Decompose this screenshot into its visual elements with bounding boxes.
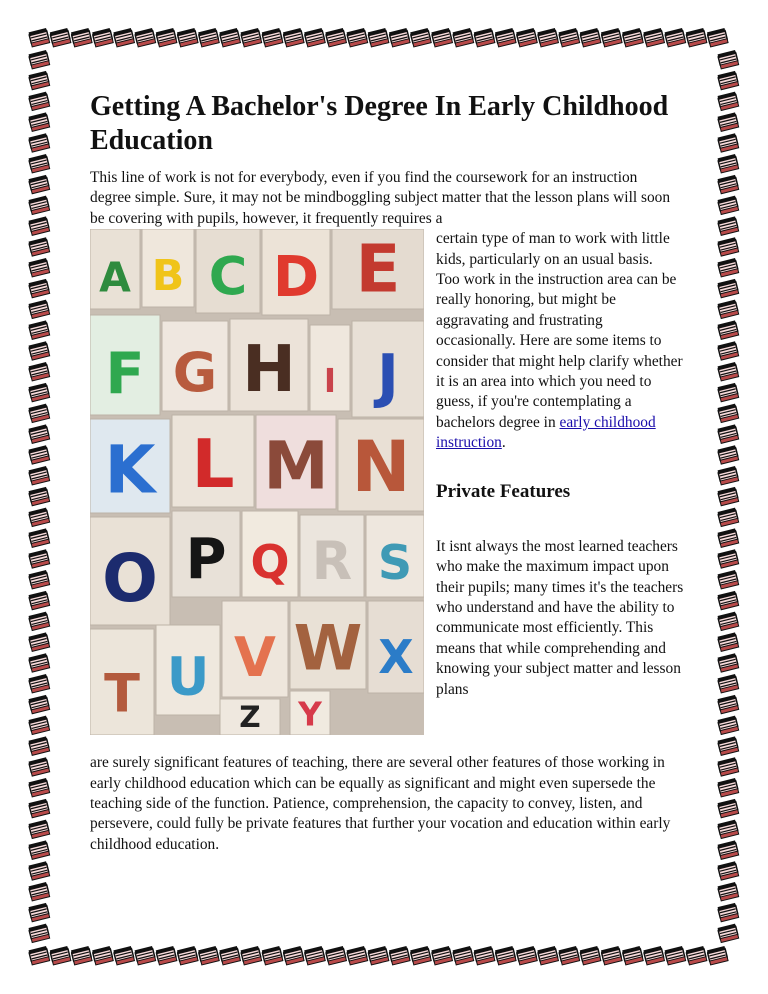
book-icon <box>177 946 198 965</box>
craft-letter: K <box>104 432 156 509</box>
craft-letter: M <box>263 428 329 505</box>
book-icon <box>29 404 50 423</box>
book-icon <box>368 946 389 965</box>
book-icon <box>113 946 134 965</box>
book-icon <box>29 508 50 527</box>
book-icon <box>718 757 739 776</box>
book-icon <box>29 50 50 69</box>
book-icon <box>241 946 262 965</box>
book-icon <box>718 591 739 610</box>
craft-letter: J <box>377 341 399 411</box>
book-icon <box>643 946 664 965</box>
book-icon <box>198 946 219 965</box>
book-icon <box>29 591 50 610</box>
right-paragraph-2 <box>436 270 686 454</box>
book-icon <box>718 695 739 714</box>
craft-letter: I <box>323 362 337 401</box>
book-icon <box>537 946 558 965</box>
closing-paragraph: are surely significant features of teaching, there are several other features of those working in early childhood education which can be equally as significant and might even supersede the teaching side of the function. Patience, comprehension, the capacity to convey, listen, and persevere, could fully be private features that further your vocation and education within early childhood education. <box>90 754 671 853</box>
book-icon <box>453 946 474 965</box>
book-icon <box>29 175 50 194</box>
book-icon <box>410 946 431 965</box>
book-icon <box>643 28 664 47</box>
book-icon <box>29 632 50 651</box>
page-content <box>90 90 682 855</box>
book-icon <box>718 175 739 194</box>
book-icon <box>156 28 177 47</box>
book-icon <box>29 820 50 839</box>
book-icon <box>718 424 739 443</box>
craft-letter: H <box>242 332 296 407</box>
book-icon <box>718 528 739 547</box>
craft-letter: C <box>208 246 248 308</box>
craft-letter: X <box>378 629 414 684</box>
book-icon <box>29 695 50 714</box>
book-icon <box>580 28 601 47</box>
book-icon <box>29 778 50 797</box>
craft-letter: Z <box>239 700 261 735</box>
craft-letter: G <box>172 341 218 405</box>
book-icon <box>29 612 50 631</box>
book-icon <box>71 946 92 965</box>
craft-letter: E <box>355 231 401 308</box>
book-icon <box>29 799 50 818</box>
book-icon <box>29 279 50 298</box>
right-paragraph-2-text: Too work in the instruction area can be really honoring, but might be aggravating and frustrating occasionally. Here are some items to consider that might help clarify whether it is an area into which you need to guess, if you're contemplating a bachelors degree in <box>436 271 683 431</box>
book-icon <box>29 736 50 755</box>
book-icon <box>29 570 50 589</box>
book-icon <box>29 383 50 402</box>
book-icon <box>29 487 50 506</box>
craft-letter: V <box>234 626 276 690</box>
book-icon <box>516 946 537 965</box>
book-icon <box>718 840 739 859</box>
book-icon <box>241 28 262 47</box>
book-icon <box>718 300 739 319</box>
book-icon <box>622 28 643 47</box>
book-icon <box>29 258 50 277</box>
book-icon <box>718 404 739 423</box>
book-icon <box>718 820 739 839</box>
book-icon <box>707 946 728 965</box>
alphabet-crafts-photo <box>90 229 424 735</box>
book-icon <box>135 946 156 965</box>
book-icon <box>718 133 739 152</box>
book-icon <box>718 258 739 277</box>
book-icon <box>29 28 50 47</box>
book-icon <box>718 196 739 215</box>
book-icon <box>29 903 50 922</box>
book-icon <box>50 28 71 47</box>
book-icon <box>718 674 739 693</box>
book-icon <box>718 341 739 360</box>
craft-letter: W <box>293 611 363 685</box>
book-icon <box>29 71 50 90</box>
book-icon <box>347 946 368 965</box>
book-icon <box>718 279 739 298</box>
book-icon <box>389 946 410 965</box>
book-icon <box>718 466 739 485</box>
book-icon <box>29 840 50 859</box>
craft-letter: Y <box>298 695 322 734</box>
book-icon <box>718 237 739 256</box>
book-icon <box>718 882 739 901</box>
link-after: . <box>501 434 506 452</box>
book-icon <box>665 946 686 965</box>
book-icon <box>368 28 389 47</box>
book-icon <box>537 28 558 47</box>
craft-letter: B <box>151 251 185 302</box>
book-icon <box>29 300 50 319</box>
craft-letter: P <box>185 527 227 593</box>
book-icon <box>410 28 431 47</box>
craft-letter: A <box>99 253 131 302</box>
book-icon <box>474 28 495 47</box>
book-icon <box>718 632 739 651</box>
book-icon <box>29 466 50 485</box>
craft-letter: U <box>166 647 210 709</box>
book-icon <box>29 196 50 215</box>
book-icon <box>718 71 739 90</box>
book-icon <box>718 799 739 818</box>
book-icon <box>29 549 50 568</box>
book-icon <box>718 736 739 755</box>
craft-letter: D <box>272 245 320 311</box>
book-icon <box>29 362 50 381</box>
book-icon <box>718 320 739 339</box>
book-icon <box>431 946 452 965</box>
book-icon <box>686 946 707 965</box>
book-icon <box>177 28 198 47</box>
book-icon <box>718 362 739 381</box>
book-icon <box>718 903 739 922</box>
book-icon <box>135 28 156 47</box>
book-icon <box>718 861 739 880</box>
border-bottom-books <box>29 946 728 965</box>
book-icon <box>718 383 739 402</box>
book-icon <box>718 445 739 464</box>
book-icon <box>718 216 739 235</box>
craft-letter: T <box>104 663 140 725</box>
book-icon <box>601 946 622 965</box>
craft-letter: F <box>105 340 145 408</box>
book-icon <box>262 946 283 965</box>
book-icon <box>665 28 686 47</box>
early-childhood-link[interactable]: early childhood instruction <box>436 413 656 452</box>
book-icon <box>601 28 622 47</box>
book-icon <box>219 946 240 965</box>
book-icon <box>718 508 739 527</box>
book-icon <box>29 154 50 173</box>
book-icon <box>304 28 325 47</box>
craft-letter: S <box>377 536 413 592</box>
book-icon <box>50 946 71 965</box>
book-icon <box>718 778 739 797</box>
book-icon <box>262 28 283 47</box>
book-icon <box>29 924 50 943</box>
image-text-wrap <box>90 229 682 755</box>
book-icon <box>219 28 240 47</box>
book-icon <box>29 320 50 339</box>
book-icon <box>718 487 739 506</box>
book-icon <box>92 946 113 965</box>
border-right-books <box>718 50 739 943</box>
book-icon <box>113 28 134 47</box>
book-icon <box>29 133 50 152</box>
book-icon <box>622 946 643 965</box>
craft-letter: N <box>351 425 411 508</box>
book-icon <box>516 28 537 47</box>
book-icon <box>29 112 50 131</box>
book-icon <box>29 882 50 901</box>
craft-letter: O <box>102 541 158 618</box>
book-icon <box>389 28 410 47</box>
book-icon <box>718 716 739 735</box>
book-icon <box>580 946 601 965</box>
book-icon <box>325 946 346 965</box>
book-icon <box>29 92 50 111</box>
book-icon <box>718 112 739 131</box>
book-icon <box>92 28 113 47</box>
book-icon <box>29 237 50 256</box>
book-icon <box>29 946 50 965</box>
book-icon <box>495 946 516 965</box>
book-icon <box>718 570 739 589</box>
book-icon <box>347 28 368 47</box>
book-icon <box>325 28 346 47</box>
intro-paragraph: This line of work is not for everybody, even if you find the coursework for an instruction degree simple. Sure, it may not be mindboggling subject matter that the lesson plans will soon be covering with pupils, however, it frequently requires a <box>90 169 671 227</box>
book-icon <box>718 549 739 568</box>
book-icon <box>453 28 474 47</box>
book-icon <box>718 653 739 672</box>
book-icon <box>707 28 728 47</box>
book-icon <box>718 50 739 69</box>
book-icon <box>29 757 50 776</box>
border-top-books <box>29 28 728 47</box>
book-icon <box>431 28 452 47</box>
right-paragraph-1: certain type of man to work with little kids, particularly on an usual basis. <box>436 230 670 268</box>
craft-letter: Q <box>250 535 290 590</box>
book-icon <box>718 924 739 943</box>
book-icon <box>29 216 50 235</box>
book-icon <box>29 653 50 672</box>
book-icon <box>156 946 177 965</box>
book-icon <box>29 341 50 360</box>
book-icon <box>559 28 580 47</box>
book-icon <box>29 528 50 547</box>
craft-letter: R <box>311 531 353 593</box>
book-icon <box>29 424 50 443</box>
book-icon <box>304 946 325 965</box>
book-icon <box>283 946 304 965</box>
book-icon <box>29 861 50 880</box>
book-icon <box>718 92 739 111</box>
border-left-books <box>29 50 50 943</box>
right-paragraph-3: It isnt always the most learned teachers who make the maximum impact upon their pupils; many times it's the teachers who understand and have the ability to communicate most efficiently. This means that while comprehending and knowing your subject matter and lesson plans <box>436 537 684 698</box>
book-icon <box>718 154 739 173</box>
book-icon <box>29 716 50 735</box>
book-icon <box>474 946 495 965</box>
craft-letter: L <box>191 424 235 503</box>
section-heading: Private Features <box>436 480 571 502</box>
book-icon <box>686 28 707 47</box>
book-icon <box>718 612 739 631</box>
book-icon <box>71 28 92 47</box>
book-icon <box>283 28 304 47</box>
book-icon <box>559 946 580 965</box>
book-icon <box>29 445 50 464</box>
page-title: Getting A Bachelor's Degree In Early Childhood Education <box>90 91 669 156</box>
book-icon <box>495 28 516 47</box>
right-column <box>436 229 686 700</box>
book-icon <box>198 28 219 47</box>
book-icon <box>29 674 50 693</box>
